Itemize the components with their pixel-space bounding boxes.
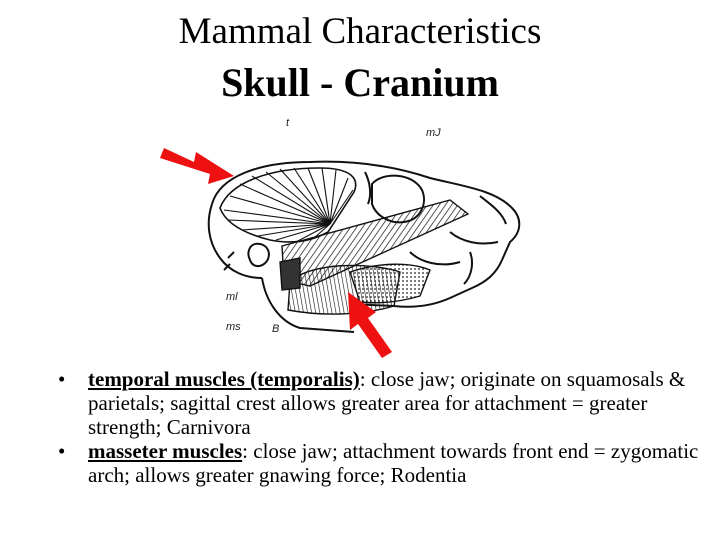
label-b: B: [272, 323, 280, 335]
term-masseter: masseter muscles: [88, 439, 243, 463]
label-ms: ms: [226, 321, 241, 333]
bullet-text: : close jaw; attachment towards front end = zygomatic arch; allows greater gnawing force; Rodentia: [88, 439, 699, 487]
bullet-text: : close jaw; originate on squamosals & parietals; sagittal crest allows greater area for attachment = greater strength; Carnivora: [88, 367, 686, 439]
label-t: t: [286, 117, 290, 129]
term-temporal: temporal muscles (temporalis): [88, 367, 360, 391]
bullet-list: [58, 367, 708, 487]
bullet-marker: •: [58, 367, 66, 391]
label-ml: ml: [226, 291, 238, 303]
bullet-masseter: [58, 439, 708, 487]
slide-title: Mammal Characteristics: [178, 11, 542, 52]
bullet-temporal: [58, 367, 708, 439]
bullet-marker: •: [58, 439, 66, 463]
label-mj: mJ: [426, 127, 441, 139]
skull-muscle-diagram: [150, 112, 530, 360]
arrow-temporal-icon: [160, 148, 234, 184]
slide-subtitle: Skull - Cranium: [221, 60, 499, 105]
